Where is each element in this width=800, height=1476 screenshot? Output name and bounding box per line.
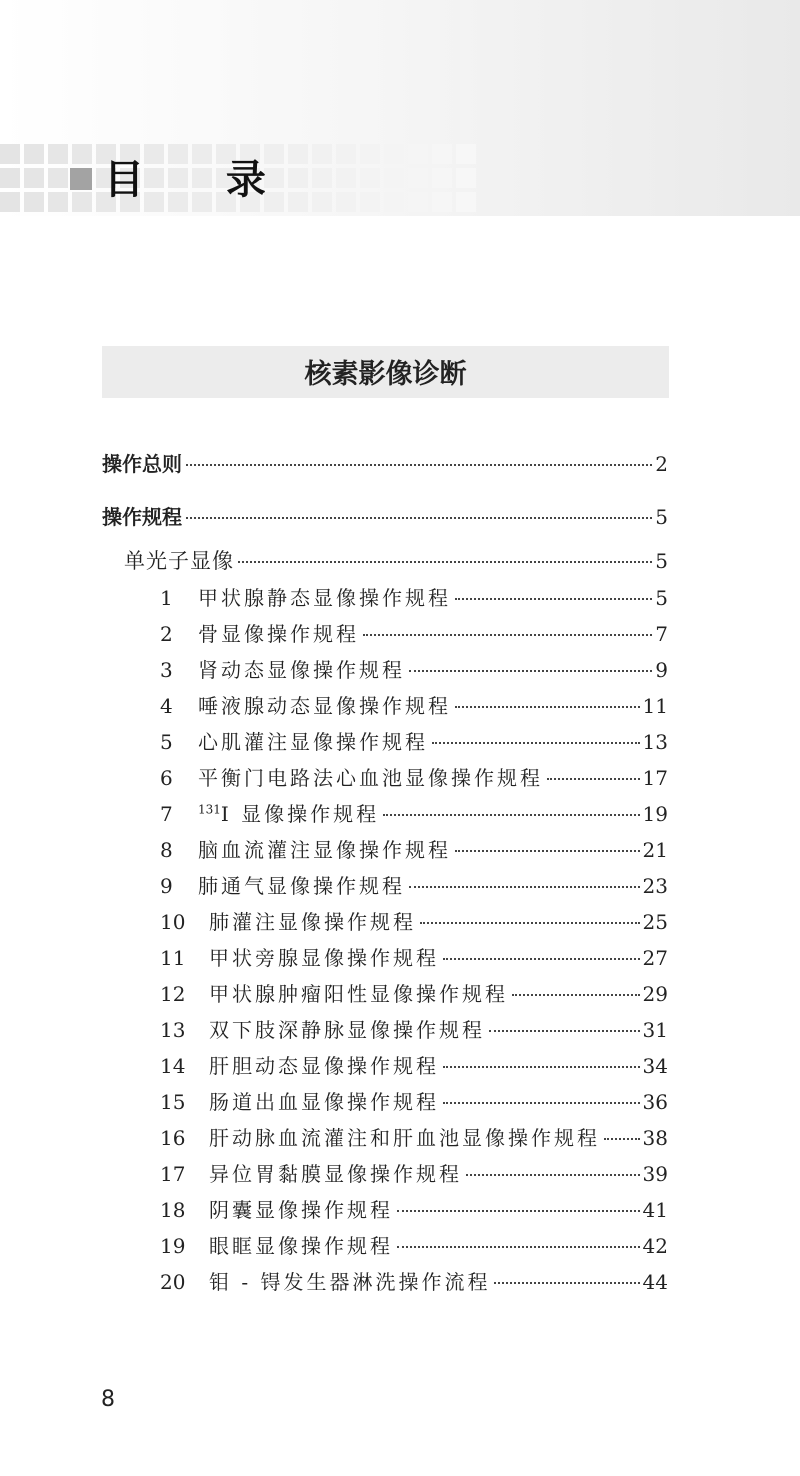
toc-entry-page: 21 [642, 838, 668, 862]
toc-entry-number: 12 [160, 982, 186, 1006]
toc-entry[interactable] [160, 1194, 668, 1223]
toc-entry-number: 14 [160, 1054, 186, 1078]
toc-entry[interactable] [160, 618, 668, 647]
toc-entry-label: 肝动脉血流灌注和肝血池显像操作规程 [209, 1126, 600, 1150]
toc-entry-page: 5 [655, 586, 668, 610]
header-tile [432, 144, 452, 164]
header-tile [336, 168, 356, 188]
toc-dot-leader [186, 464, 652, 466]
toc-entry-label: 肝胆动态显像操作规程 [209, 1054, 439, 1078]
toc-dot-leader [455, 598, 652, 600]
toc-entry-number: 3 [160, 658, 173, 682]
header-band [0, 0, 800, 216]
page-title: 目 录 [104, 157, 300, 203]
toc-entry-page: 41 [642, 1198, 668, 1222]
toc-dot-leader [186, 517, 652, 519]
toc-entry-number: 2 [160, 622, 173, 646]
toc-entry-label: 甲状腺肿瘤阳性显像操作规程 [209, 982, 508, 1006]
toc-entry-number: 11 [160, 946, 186, 970]
toc-entry-page: 36 [642, 1090, 668, 1114]
toc-entry-label: 肺灌注显像操作规程 [209, 910, 416, 934]
header-tile [0, 144, 20, 164]
header-tile [360, 144, 380, 164]
toc-entry[interactable] [160, 690, 668, 719]
toc-entry-number: 10 [160, 910, 186, 934]
toc-dot-leader [238, 561, 652, 563]
toc-entry[interactable] [160, 1014, 668, 1043]
toc-entry-page: 29 [642, 982, 668, 1006]
toc-entry-number: 13 [160, 1018, 186, 1042]
toc-entry-label: 骨显像操作规程 [198, 622, 359, 646]
toc-entry-number: 17 [160, 1162, 186, 1186]
header-tile [48, 192, 68, 212]
toc-dot-leader [489, 1030, 640, 1032]
toc-entry-page: 38 [642, 1126, 668, 1150]
header-tile [312, 144, 332, 164]
toc-entry-label-wrap [198, 798, 379, 827]
toc-entry-number: 9 [160, 874, 173, 898]
toc-entry-label: 唾液腺动态显像操作规程 [198, 694, 451, 718]
header-tile [312, 192, 332, 212]
toc-entry-number: 18 [160, 1198, 186, 1222]
toc-dot-leader [397, 1210, 640, 1212]
header-tile [360, 168, 380, 188]
toc-entry-number: 6 [160, 766, 173, 790]
header-tile [24, 168, 44, 188]
toc-entry-page: 42 [642, 1234, 668, 1258]
toc-entry-page: 2 [655, 452, 668, 476]
toc-dot-leader [432, 742, 640, 744]
toc-dot-leader [494, 1282, 639, 1284]
toc-entry-general-rules[interactable] [102, 448, 668, 477]
toc-entry-label: 异位胃黏膜显像操作规程 [209, 1162, 462, 1186]
toc-entry[interactable] [160, 726, 668, 755]
toc-entry-page: 25 [642, 910, 668, 934]
toc-entry[interactable] [160, 1158, 668, 1187]
toc-entry-page: 5 [655, 505, 668, 529]
toc-entry-label: 甲状旁腺显像操作规程 [209, 946, 439, 970]
toc-entry-page: 39 [642, 1162, 668, 1186]
toc-dot-leader [420, 922, 640, 924]
toc-dot-leader [409, 886, 640, 888]
toc-entry[interactable] [160, 1266, 668, 1295]
header-tile [0, 168, 20, 188]
toc-entry[interactable] [160, 582, 668, 611]
toc-entry-page: 11 [642, 694, 668, 718]
toc-entry-page: 19 [642, 802, 668, 826]
header-tile [432, 192, 452, 212]
header-tile [456, 168, 476, 188]
toc-entry-number: 5 [160, 730, 173, 754]
toc-entry[interactable] [160, 906, 668, 935]
toc-entry[interactable] [160, 762, 668, 791]
toc-entry[interactable] [160, 942, 668, 971]
header-tile [384, 168, 404, 188]
toc-entry-page: 31 [642, 1018, 668, 1042]
toc-entry-single-photon-imaging[interactable] [124, 545, 668, 575]
header-tile [72, 144, 92, 164]
toc-entry-label: 眼眶显像操作规程 [209, 1234, 393, 1258]
toc-entry-label: 脑血流灌注显像操作规程 [198, 838, 451, 862]
toc-entry[interactable] [160, 978, 668, 1007]
toc-dot-leader [455, 706, 640, 708]
toc-entry-label: 肺通气显像操作规程 [198, 874, 405, 898]
toc-entry-number: 8 [160, 838, 173, 862]
toc-dot-leader [443, 1102, 640, 1104]
toc-entry-number: 4 [160, 694, 173, 718]
toc-entry-number: 19 [160, 1234, 186, 1258]
header-tile [312, 168, 332, 188]
toc-entry[interactable] [160, 798, 668, 827]
toc-entry-number: 1 [160, 586, 173, 610]
section-heading-box [102, 346, 669, 398]
header-tile [24, 192, 44, 212]
toc-entry-label: 心肌灌注显像操作规程 [198, 730, 428, 754]
page-number: 8 [101, 1387, 115, 1412]
toc-entry-number: 20 [160, 1270, 186, 1294]
toc-entry-page: 9 [655, 658, 668, 682]
toc-dot-leader [397, 1246, 640, 1248]
header-tile [408, 144, 428, 164]
toc-entry-label-superscript: 131 [198, 802, 221, 817]
toc-entry-number: 7 [160, 802, 173, 826]
header-tile [0, 192, 20, 212]
toc-entry-label: 单光子显像 [124, 549, 234, 573]
toc-entry-page: 27 [642, 946, 668, 970]
toc-entry-label: I 显像操作规程 [220, 802, 380, 826]
header-tile [432, 168, 452, 188]
toc-entry-procedures[interactable] [102, 501, 668, 530]
title-marker-square [70, 168, 92, 190]
header-tile [408, 168, 428, 188]
toc-entry-label: 肾动态显像操作规程 [198, 658, 405, 682]
header-tile [384, 144, 404, 164]
toc-dot-leader [363, 634, 652, 636]
toc-dot-leader [443, 958, 640, 960]
toc-entry[interactable] [160, 834, 668, 863]
toc-dot-leader [443, 1066, 640, 1068]
toc-entry-label: 操作规程 [102, 505, 182, 529]
toc-entry[interactable] [160, 1086, 668, 1115]
header-tile [336, 192, 356, 212]
toc-entry-page: 13 [642, 730, 668, 754]
toc-dot-leader [547, 778, 640, 780]
toc-entry-label: 肠道出血显像操作规程 [209, 1090, 439, 1114]
toc-entry[interactable] [160, 1122, 668, 1151]
header-tile [72, 192, 92, 212]
header-tile [24, 144, 44, 164]
toc-entry-page: 34 [642, 1054, 668, 1078]
toc-entry[interactable] [160, 870, 668, 899]
header-tile [48, 168, 68, 188]
toc-entry-label: 操作总则 [102, 452, 182, 476]
toc-entry[interactable] [160, 654, 668, 683]
toc-dot-leader [512, 994, 640, 996]
toc-entry[interactable] [160, 1050, 668, 1079]
header-tile [48, 144, 68, 164]
toc-entry-page: 7 [655, 622, 668, 646]
toc-entry-number: 16 [160, 1126, 186, 1150]
toc-entry-label: 钼 - 锝发生器淋洗操作流程 [209, 1270, 491, 1294]
header-tile [408, 192, 428, 212]
toc-dot-leader [604, 1138, 640, 1140]
toc-dot-leader [409, 670, 652, 672]
toc-entry-label: 平衡门电路法心血池显像操作规程 [198, 766, 543, 790]
toc-entry-label: 阴囊显像操作规程 [209, 1198, 393, 1222]
toc-entry-label: 双下肢深静脉显像操作规程 [209, 1018, 485, 1042]
header-tile [456, 144, 476, 164]
toc-entry-page: 23 [642, 874, 668, 898]
toc-entry-label: 甲状腺静态显像操作规程 [198, 586, 451, 610]
toc-dot-leader [383, 814, 639, 816]
toc-entry-number: 15 [160, 1090, 186, 1114]
toc-entry-page: 44 [642, 1270, 668, 1294]
header-tile [360, 192, 380, 212]
toc-dot-leader [466, 1174, 640, 1176]
header-tile [336, 144, 356, 164]
toc-entry-page: 17 [642, 766, 668, 790]
toc-entry-page: 5 [655, 549, 668, 573]
toc-entry[interactable] [160, 1230, 668, 1259]
header-tile [456, 192, 476, 212]
header-tile [384, 192, 404, 212]
section-title: 核素影像诊断 [304, 359, 467, 390]
toc-dot-leader [455, 850, 640, 852]
